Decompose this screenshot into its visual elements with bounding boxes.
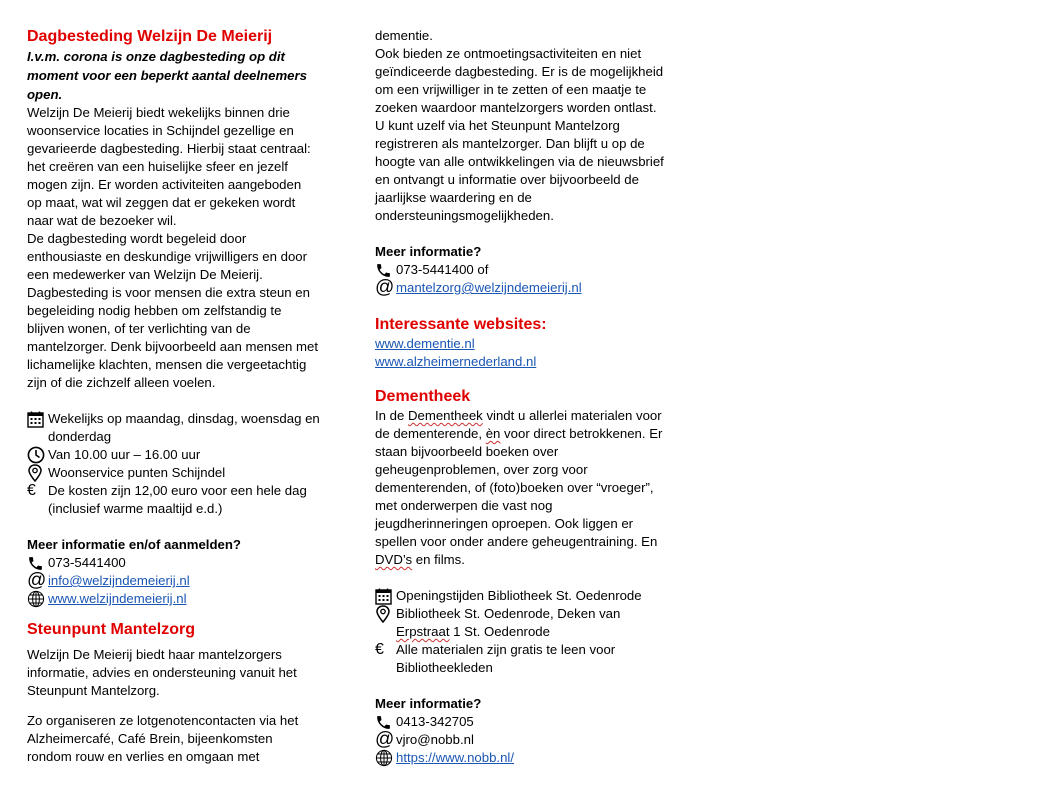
dagbesteding-paragraph-2: De dagbesteding wordt begeleid door enthousiaste en deskundige vrijwilligers en door een medewerker van Welzijn De Meierij. <box>27 231 308 282</box>
email-link-mantelzorg[interactable]: mantelzorg@welzijndemeierij.nl <box>396 280 582 295</box>
website-link[interactable]: www.welzijndemeierij.nl <box>48 591 187 606</box>
email-link[interactable]: info@welzijndemeierij.nl <box>48 573 190 588</box>
section-title-steunpunt: Steunpunt Mantelzorg <box>27 621 195 638</box>
clock-icon <box>27 446 48 464</box>
contact-phone: 073-5441400 <box>27 554 337 572</box>
corona-notice: I.v.m. corona is onze dagbesteding op dit moment voor een beperkt aantal deelnemers open. <box>27 49 307 102</box>
email-text: vjro@nobb.nl <box>396 732 474 747</box>
calendar-icon <box>375 587 396 605</box>
left-column <box>27 27 337 766</box>
detail-address: Bibliotheek St. Oedenrode, Deken van Erpstraat 1 St. Oedenrode <box>375 605 685 641</box>
detail-time: Van 10.00 uur – 16.00 uur <box>27 446 337 464</box>
at-icon: @ <box>375 729 395 750</box>
contact-email-2 <box>375 279 685 297</box>
contact-email <box>27 572 337 590</box>
contact-email-3 <box>375 731 685 749</box>
more-info-heading-3: Meer informatie? <box>375 696 482 711</box>
steunpunt-paragraph-2: Zo organiseren ze lotgenotencontacten via het Alzheimercafé, Café Brein, bijeenkomsten rondom rouw en verlies en omgaan met <box>27 713 299 764</box>
right-column <box>375 27 685 767</box>
dagbesteding-paragraph-3: Dagbesteding is voor mensen die extra steun en begeleiding nodig hebben om zelfstandig te blijven wonen, of ter verlichting van de mantelzorger. Denk bijvoorbeeld aan mensen met lichamelijke klachten, mensen die vergeetachtig zijn of die zichzelf alleen voelen. <box>27 285 319 390</box>
more-info-heading-2: Meer informatie? <box>375 244 482 259</box>
contact-web-3 <box>375 749 685 767</box>
dagbesteding-paragraph-1: Welzijn De Meierij biedt wekelijks binnen drie woonservice locaties in Schijndel gezellige en gevarieerde dagbesteding. Hierbij staat centraal: het creëren van een huiselijke sfeer en jezelf mogen zijn. Er worden activiteiten aangeboden op maat, wat wil zeggen dat er gekeken wordt naar wat de bezoeker wil. <box>27 105 311 228</box>
section-title-websites: Interessante websites: <box>375 316 547 333</box>
detail-location: Woonservice punten Schijndel <box>27 464 337 482</box>
section-title-dagbesteding: Dagbesteding Welzijn De Meierij <box>27 28 273 45</box>
detail-days: Wekelijks op maandag, dinsdag, woensdag en donderdag <box>27 410 337 446</box>
calendar-icon <box>27 410 48 428</box>
map-pin-icon <box>27 464 48 482</box>
dementheek-paragraph: In de Dementheek vindt u allerlei materialen voor de dementerende, èn voor direct betrokkenen. Er staan bijvoorbeeld boeken over geheugenproblemen, over zorg voor dementerenden, of (foto)boeken over “vroeger”, met onderwerpen die vast nog jeugdherinneringen oproepen. Ook liggen er spellen voor onder andere geheugentraining. En DVD’s en films. <box>375 408 663 567</box>
at-icon: @ <box>27 570 47 591</box>
euro-icon: € <box>375 641 384 658</box>
globe-icon <box>27 590 48 608</box>
website-link-nobb[interactable]: https://www.nobb.nl/ <box>396 750 515 765</box>
globe-icon <box>375 749 396 767</box>
detail-cost: € De kosten zijn 12,00 euro voor een hele dag (inclusief warme maaltijd e.d.) <box>27 482 307 516</box>
steunpunt-paragraph-1: Welzijn De Meierij biedt haar mantelzorgers informatie, advies en ondersteuning vanuit het Steunpunt Mantelzorg. <box>27 647 297 698</box>
steunpunt-continued: dementie. Ook bieden ze ontmoetingsactiviteiten en niet geïndiceerde dagbesteding. Er is de mogelijkheid om een vrijwilliger in te zetten of een maatje te zoeken waardoor mantelzorgers worden ontlast. U kunt uzelf via het Steunpunt Mantelzorg registreren als mantelzorger. Dan blijft u op de hoogte van alle ontwikkelingen via de nieuwsbrief en ontvangt u informatie over bijvoorbeeld de jaarlijkse waardering en de ondersteuningsmogelijkheden. <box>375 28 664 223</box>
at-icon: @ <box>375 277 395 298</box>
euro-icon: € <box>27 482 36 499</box>
detail-opening-hours: Openingstijden Bibliotheek St. Oedenrode <box>375 587 685 605</box>
link-alzheimernederland[interactable]: www.alzheimernederland.nl <box>375 354 537 369</box>
contact-phone-3: 0413-342705 <box>375 713 685 731</box>
link-dementie[interactable]: www.dementie.nl <box>375 336 475 351</box>
contact-web <box>27 590 337 608</box>
section-title-dementheek: Dementheek <box>375 388 471 405</box>
dementheek-details <box>375 587 685 677</box>
more-info-heading: Meer informatie en/of aanmelden? <box>27 537 241 552</box>
map-pin-icon <box>375 605 396 623</box>
details-list <box>27 410 337 518</box>
contact-phone-2: 073-5441400 of <box>375 261 685 279</box>
detail-free: € Alle materialen zijn gratis te leen voor Bibliotheekleden <box>375 641 616 675</box>
